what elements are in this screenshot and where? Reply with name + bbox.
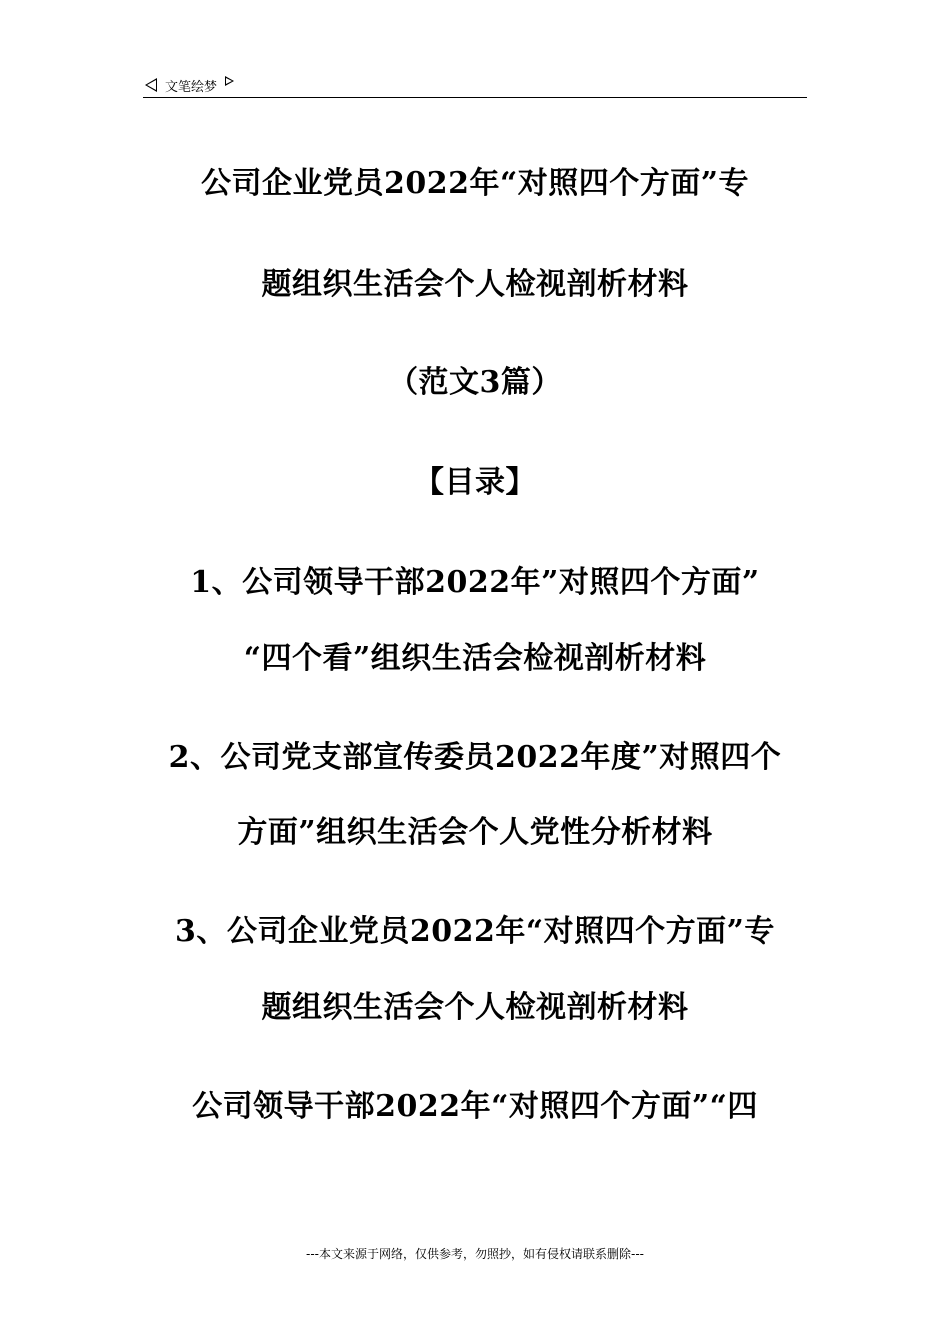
- toc-item-1-line-2: “四个看”组织生活会检视剖析材料: [243, 641, 707, 676]
- toc-item-3-line-1: 3、公司企业党员2022年“对照四个方面”专: [175, 914, 775, 949]
- document-title-line-2: 题组织生活会个人检视剖析材料: [261, 267, 689, 302]
- toc-item-3-line-2: 题组织生活会个人检视剖析材料: [261, 990, 689, 1025]
- document-subtitle: （范文3篇）: [388, 365, 562, 400]
- section-start-heading: 公司领导干部2022年“对照四个方面”“四: [192, 1089, 758, 1124]
- header-brand: 文笔绘梦: [165, 79, 218, 95]
- toc-item-1-line-1: 1、公司领导干部2022年”对照四个方面”: [190, 565, 760, 600]
- triangle-right-icon: [225, 76, 234, 86]
- footer-notice: ---本文来源于网络，仅供参考，勿照抄，如有侵权请联系删除---: [306, 1247, 644, 1261]
- toc-item-2-line-2: 方面”组织生活会个人党性分析材料: [237, 815, 713, 850]
- triangle-left-icon: [145, 78, 157, 92]
- toc-item-2-line-1: 2、公司党支部宣传委员2022年度”对照四个: [168, 740, 782, 775]
- document-title-line-1: 公司企业党员2022年“对照四个方面”专: [200, 166, 749, 201]
- page-header: [145, 74, 234, 96]
- header-divider: [143, 97, 807, 98]
- toc-heading: 【目录】: [414, 465, 536, 500]
